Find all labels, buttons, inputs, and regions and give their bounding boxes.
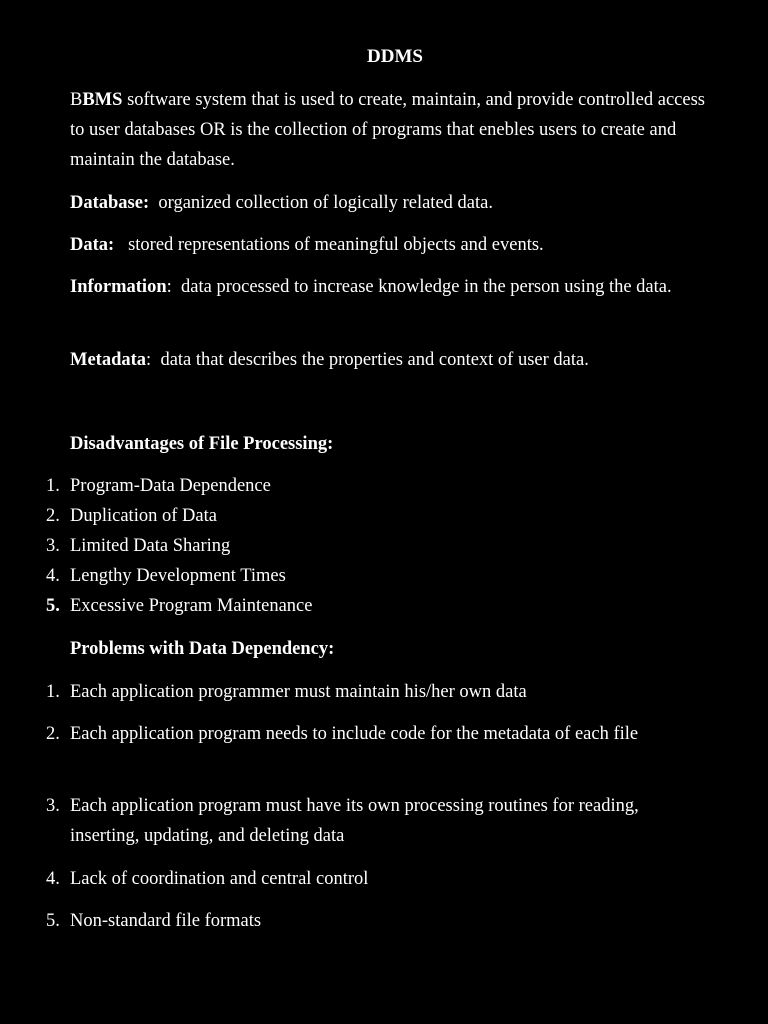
list-number: 4.: [46, 566, 60, 586]
definition-term: Data:: [70, 235, 115, 255]
definition-separator: [149, 193, 158, 213]
list-text: Each application program needs to include code for the metadata of each file: [70, 724, 639, 744]
list-text: Duplication of Data: [70, 506, 217, 526]
list-number: 1.: [46, 682, 60, 702]
definition-information: [70, 272, 710, 302]
definition-separator: [114, 235, 128, 255]
intro-text: software system that is used to create, maintain, and provide controlled access to user databases OR is the collection of programs that enebles users to create and maintain the database.: [70, 90, 705, 170]
list-number: 3.: [46, 536, 60, 556]
list-text: Lack of coordination and central control: [70, 869, 369, 889]
definition-separator: :: [146, 350, 161, 370]
list-number: 2.: [46, 506, 60, 526]
definition-metadata: [70, 345, 710, 375]
list-number: 1.: [46, 476, 60, 496]
definition-term: Database:: [70, 193, 150, 213]
intro-bold-first: B: [70, 90, 83, 110]
list-number: 2.: [46, 724, 60, 744]
list-text: Each application programmer must maintain his/her own data: [70, 682, 527, 702]
list-text: Program-Data Dependence: [70, 476, 271, 496]
list-number: 5.: [46, 596, 60, 616]
list-number: 3.: [46, 796, 60, 816]
list-number: 5.: [46, 911, 60, 931]
definition-text: data processed to increase knowledge in the person using the data.: [181, 277, 672, 297]
definition-text: data that describes the properties and context of user data.: [160, 350, 589, 370]
definition-data: [70, 230, 710, 260]
list-text: Limited Data Sharing: [70, 536, 231, 556]
disadvantages-heading: Disadvantages of File Processing:: [70, 434, 334, 454]
definition-text: stored representations of meaningful objects and events.: [128, 235, 544, 255]
definition-text: organized collection of logically related data.: [158, 193, 493, 213]
definition-term: Information: [70, 277, 167, 297]
list-text: Non-standard file formats: [70, 911, 262, 931]
definition-separator: :: [166, 277, 182, 297]
list-number: 4.: [46, 869, 60, 889]
definition-term: Metadata: [70, 350, 147, 370]
list-text: Lengthy Development Times: [70, 566, 286, 586]
list-text: Each application program must have its own processing routines for reading, inserting, updating, and deleting data: [70, 796, 639, 846]
list-text: Excessive Program Maintenance: [70, 596, 313, 616]
intro-paragraph: [70, 85, 710, 175]
page-title: DDMS: [367, 46, 423, 67]
intro-bold-term: BMS: [82, 90, 123, 110]
definition-database: [70, 188, 710, 218]
problems-heading: Problems with Data Dependency:: [70, 639, 335, 659]
